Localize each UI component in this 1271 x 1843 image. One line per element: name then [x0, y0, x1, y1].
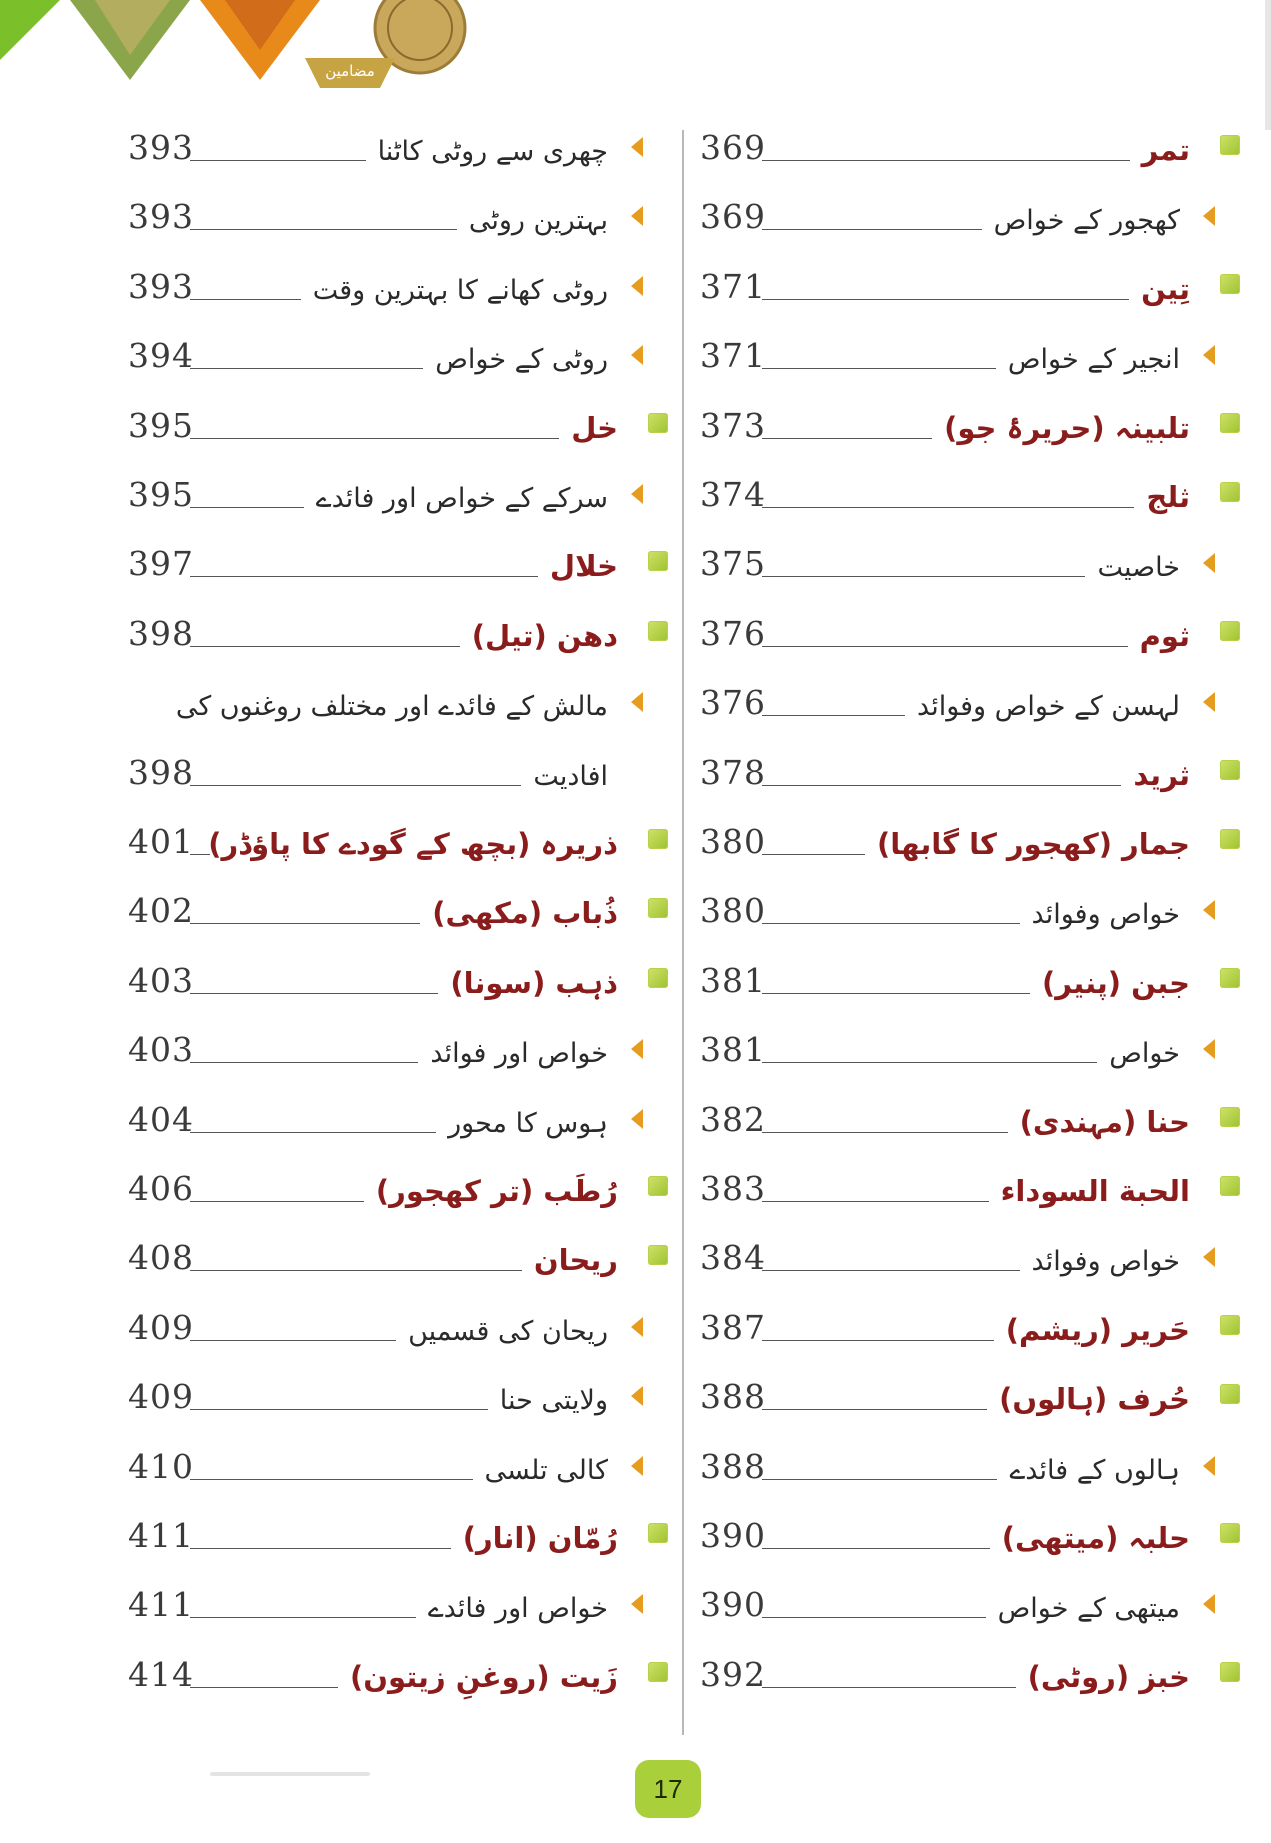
green-square-bullet-icon [1220, 968, 1240, 988]
orange-arrow-bullet-icon [1203, 692, 1215, 712]
orange-arrow-bullet-icon [631, 692, 643, 712]
toc-page-number: 408 [128, 1238, 194, 1278]
toc-page-number: 397 [128, 544, 194, 584]
toc-leader-line [190, 1132, 436, 1133]
toc-page-number: 395 [128, 405, 194, 445]
green-square-bullet-icon [1220, 1315, 1240, 1335]
toc-row[interactable] [690, 670, 1250, 730]
toc-entry-label: لہسن کے خواص وفوائد [917, 691, 1180, 723]
toc-leader-line [762, 1687, 1016, 1688]
toc-page-number: 393 [128, 266, 194, 306]
toc-entry-label: زَیت (روغنِ زیتون) [350, 1659, 618, 1694]
toc-entry-label: ولایتی حنا [499, 1385, 608, 1417]
toc-leader-line [762, 1617, 986, 1618]
toc-page-number: 388 [700, 1446, 766, 1486]
orange-arrow-bullet-icon [631, 1317, 643, 1337]
toc-leader-line [762, 993, 1030, 994]
toc-leader-line [190, 854, 210, 855]
toc-entry-label: مالش کے فائدے اور مختلف روغنوں کی [175, 691, 608, 723]
toc-page-number: 382 [700, 1099, 766, 1139]
toc-row[interactable] [690, 462, 1250, 522]
toc-page-number: 375 [700, 544, 766, 584]
toc-leader-line [190, 438, 559, 439]
green-square-bullet-icon [1220, 413, 1240, 433]
toc-leader-line [190, 1062, 418, 1063]
green-square-bullet-icon [1220, 482, 1240, 502]
green-square-bullet-icon [1220, 760, 1240, 780]
toc-row[interactable] [690, 1225, 1250, 1285]
toc-row[interactable] [690, 601, 1250, 661]
toc-leader-line [762, 1270, 1020, 1271]
toc-entry-label: خل [571, 410, 618, 445]
toc-row[interactable] [690, 1295, 1250, 1355]
toc-entry-label: ریحان کی قسمیں [408, 1315, 608, 1347]
toc-row[interactable] [118, 601, 678, 661]
column-divider [682, 130, 684, 1735]
toc-leader-line [190, 1409, 488, 1410]
toc-row[interactable] [690, 254, 1250, 314]
toc-row[interactable] [690, 948, 1250, 1008]
toc-leader-line [190, 993, 438, 994]
green-square-bullet-icon [648, 898, 668, 918]
toc-row[interactable] [118, 323, 678, 383]
toc-page-number: 409 [128, 1377, 194, 1417]
toc-page-number: 393 [128, 197, 194, 237]
toc-entry-label: تمر [1141, 133, 1190, 167]
green-square-bullet-icon [1220, 274, 1240, 294]
toc-leader-line [762, 646, 1128, 647]
orange-arrow-bullet-icon [631, 345, 643, 365]
orange-arrow-bullet-icon [1203, 1456, 1215, 1476]
toc-page-number: 373 [700, 405, 766, 445]
orange-arrow-bullet-icon [631, 1039, 643, 1059]
toc-row[interactable] [118, 670, 678, 730]
toc-entry-label: ذہب (سونا) [450, 965, 618, 1000]
toc-row[interactable] [690, 809, 1250, 869]
toc-page-number: 369 [700, 128, 766, 167]
toc-entry-label: خواص وفوائد [1031, 899, 1180, 931]
toc-entry-label: ثرید [1133, 757, 1190, 792]
toc-row[interactable] [690, 115, 1250, 175]
toc-leader-line [190, 368, 423, 369]
toc-entry-label: ریحان [533, 1243, 618, 1278]
toc-row[interactable] [690, 1642, 1250, 1702]
toc-page-number: 403 [128, 1030, 194, 1070]
toc-row[interactable] [690, 1087, 1250, 1147]
toc-row[interactable] [118, 878, 678, 938]
toc-leader-line [762, 229, 982, 230]
toc-leader-line [190, 576, 538, 577]
toc-page-number: 380 [700, 822, 766, 861]
toc-leader-line [762, 160, 1130, 161]
toc-page-number: 398 [128, 613, 194, 653]
green-square-bullet-icon [648, 1662, 668, 1682]
toc-page-number: 409 [128, 1307, 194, 1347]
toc-leader-line [190, 1270, 522, 1271]
toc-page-number: 401 [128, 822, 194, 861]
toc-entry-label: خاصیت [1097, 552, 1180, 584]
toc-leader-line [762, 854, 865, 855]
toc-leader-line [190, 229, 457, 230]
toc-leader-line [190, 785, 521, 786]
orange-arrow-bullet-icon [631, 1109, 643, 1129]
toc-page-number: 410 [128, 1446, 194, 1486]
toc-leader-line [762, 1409, 987, 1410]
toc-leader-line [762, 299, 1129, 300]
toc-entry-label: حُرف (ہالوں) [999, 1382, 1190, 1417]
toc-page-number: 392 [700, 1654, 766, 1694]
toc-leader-line [762, 1548, 990, 1549]
toc-entry-label: بہترین روٹی [468, 205, 608, 237]
toc-entry-label: ذُباب (مکھی) [432, 896, 618, 931]
toc-entry-label: ہالوں کے فائدے [1009, 1454, 1180, 1486]
toc-page-number: 411 [128, 1585, 194, 1625]
toc-row[interactable] [690, 740, 1250, 800]
toc-leader-line [190, 299, 301, 300]
green-square-bullet-icon [1220, 1107, 1240, 1127]
toc-page-number: 384 [700, 1238, 766, 1278]
toc-entry-label: میتھی کے خواص [997, 1593, 1180, 1625]
toc-page-number: 403 [128, 960, 194, 1000]
green-square-bullet-icon [1220, 621, 1240, 641]
toc-row[interactable] [118, 1087, 678, 1147]
toc-entry-label: دھن (تیل) [471, 618, 618, 653]
orange-arrow-bullet-icon [1203, 206, 1215, 226]
toc-leader-line [762, 576, 1085, 577]
toc-page-number: 394 [128, 336, 194, 376]
toc-row[interactable] [118, 1225, 678, 1285]
orange-arrow-bullet-icon [631, 1456, 643, 1476]
toc-entry-label: الحبة السوداء [1000, 1174, 1190, 1208]
toc-leader-line [190, 1340, 396, 1341]
toc-row[interactable] [690, 1503, 1250, 1563]
toc-entry-label: حنا (مہندی) [1019, 1104, 1190, 1139]
green-square-bullet-icon [648, 829, 668, 849]
toc-entry-label: حَریر (ریشم) [1005, 1312, 1190, 1347]
toc-row[interactable] [118, 462, 678, 522]
toc-entry-label: انجیر کے خواص [1007, 344, 1180, 376]
toc-leader-line [762, 1132, 1008, 1133]
toc-page-number: 398 [128, 752, 194, 792]
toc-row[interactable] [118, 1364, 678, 1424]
page-number-badge: 17 [635, 1760, 701, 1818]
green-square-bullet-icon [648, 551, 668, 571]
toc-entry-label: روٹی کھانے کا بہترین وقت [312, 274, 608, 306]
toc-row[interactable] [118, 809, 678, 869]
toc-row[interactable] [690, 1364, 1250, 1424]
toc-leader-line [762, 368, 996, 369]
toc-entry-label: خواص اور فوائد [430, 1038, 608, 1070]
toc-row[interactable] [118, 1503, 678, 1563]
orange-arrow-bullet-icon [1203, 345, 1215, 365]
orange-arrow-bullet-icon [631, 137, 643, 157]
toc-page-number: 383 [700, 1169, 766, 1208]
toc-row[interactable] [690, 1434, 1250, 1494]
toc-page-number: 378 [700, 752, 766, 792]
toc-entry-label: ثلج [1146, 480, 1190, 514]
toc-page-number: 371 [700, 266, 766, 306]
toc-page-number: 406 [128, 1169, 194, 1208]
toc-page-number: 376 [700, 613, 766, 653]
section-label: مضامین [325, 62, 375, 80]
toc-page-number: 387 [700, 1307, 766, 1347]
toc-page-number: 411 [128, 1516, 194, 1555]
toc-entry-label: رُطَب (تر کھجور) [375, 1174, 618, 1208]
toc-leader-line [190, 1548, 451, 1549]
toc-entry-label: افادیت [533, 760, 608, 792]
green-square-bullet-icon [648, 968, 668, 988]
toc-row[interactable] [118, 1156, 678, 1216]
green-square-bullet-icon [1220, 1384, 1240, 1404]
toc-entry-label: جمار (کھجور کا گابھا) [877, 827, 1190, 861]
toc-entry-label: خواص [1109, 1038, 1180, 1070]
toc-row[interactable] [690, 531, 1250, 591]
toc-entry-label: خواص اور فائدے [427, 1593, 608, 1625]
orange-arrow-bullet-icon [631, 1386, 643, 1406]
toc-entry-label: ثوم [1139, 618, 1190, 653]
toc-row[interactable] [118, 184, 678, 244]
toc-leader-line [762, 1479, 997, 1480]
toc-entry-label: رُمّان (انار) [462, 1521, 618, 1555]
toc-leader-line [762, 785, 1121, 786]
toc-page-number: 369 [700, 197, 766, 237]
green-square-bullet-icon [648, 413, 668, 433]
toc-leader-line [190, 507, 304, 508]
toc-entry-label: ہوس کا محور [448, 1107, 608, 1139]
toc-entry-label: ذریرہ (بچھ کے گودے کا پاؤڈر) [208, 827, 618, 861]
toc-entry-label: حلبہ (میتھی) [1001, 1521, 1190, 1555]
toc-leader-line [190, 1687, 338, 1688]
toc-page-number: 374 [700, 475, 766, 514]
toc-leader-line [762, 507, 1134, 508]
toc-leader-line [762, 923, 1020, 924]
green-square-bullet-icon [1220, 829, 1240, 849]
page-edge-shadow [1265, 0, 1271, 130]
toc-leader-line [190, 1617, 416, 1618]
toc-entry-label: جبن (پنیر) [1041, 965, 1190, 1000]
toc-leader-line [190, 160, 366, 161]
green-corner-shape [0, 0, 60, 60]
toc-leader-line [762, 1062, 1097, 1063]
toc-entry-label: کھجور کے خواص [993, 205, 1180, 237]
toc-row[interactable] [118, 1642, 678, 1702]
toc-entry-label: کالی تلسی [484, 1454, 608, 1486]
orange-arrow-bullet-icon [1203, 1594, 1215, 1614]
green-square-bullet-icon [1220, 135, 1240, 155]
toc-row[interactable] [690, 184, 1250, 244]
toc-page-number: 390 [700, 1516, 766, 1555]
toc-page-number: 402 [128, 891, 194, 931]
toc-entry-label: خبز (روٹی) [1027, 1659, 1190, 1694]
toc-page-number: 380 [700, 891, 766, 931]
toc-page-number: 404 [128, 1099, 194, 1139]
toc-page-number: 393 [128, 128, 194, 167]
toc-entry-label: چھری سے روٹی کاٹنا [377, 136, 608, 167]
paper-smudge [210, 1772, 370, 1776]
toc-row[interactable] [118, 948, 678, 1008]
toc-row[interactable] [690, 878, 1250, 938]
toc-entry-label: خلال [549, 549, 618, 584]
green-square-bullet-icon [1220, 1662, 1240, 1682]
orange-arrow-bullet-icon [631, 1594, 643, 1614]
toc-leader-line [762, 715, 905, 716]
toc-entry-label: سرکے کے خواص اور فائدے [315, 483, 608, 514]
toc-row[interactable] [118, 115, 678, 175]
orange-arrow-bullet-icon [1203, 1039, 1215, 1059]
toc-row[interactable] [690, 323, 1250, 383]
toc-page-number: 390 [700, 1585, 766, 1625]
toc-row[interactable] [690, 393, 1250, 453]
green-square-bullet-icon [648, 1523, 668, 1543]
toc-leader-line [762, 1201, 989, 1202]
toc-entry-label: تِین [1141, 271, 1190, 306]
toc-row[interactable] [690, 1017, 1250, 1077]
toc-left-column [118, 0, 678, 1843]
orange-arrow-bullet-icon [1203, 553, 1215, 573]
toc-leader-line [190, 646, 460, 647]
toc-leader-line [190, 1201, 364, 1202]
toc-right-column [690, 0, 1250, 1843]
orange-arrow-bullet-icon [631, 206, 643, 226]
toc-page-number: 388 [700, 1377, 766, 1417]
green-square-bullet-icon [648, 1245, 668, 1265]
toc-page-number: 371 [700, 336, 766, 376]
green-square-bullet-icon [1220, 1176, 1240, 1196]
toc-page-number: 381 [700, 1030, 766, 1070]
toc-leader-line [190, 923, 420, 924]
toc-page-number: 376 [700, 683, 766, 723]
toc-row[interactable] [690, 1156, 1250, 1216]
toc-row[interactable] [118, 393, 678, 453]
toc-row[interactable] [690, 1572, 1250, 1632]
toc-leader-line [190, 1479, 473, 1480]
toc-row[interactable] [118, 1295, 678, 1355]
green-square-bullet-icon [1220, 1523, 1240, 1543]
toc-entry-label: تلبینہ (حریرۂ جو) [944, 410, 1190, 445]
toc-leader-line [762, 438, 932, 439]
toc-row[interactable] [118, 1572, 678, 1632]
toc-page-number: 395 [128, 475, 194, 514]
toc-row[interactable] [118, 254, 678, 314]
toc-page-number: 414 [128, 1654, 194, 1694]
toc-row[interactable] [118, 1434, 678, 1494]
toc-row[interactable] [118, 740, 678, 800]
green-square-bullet-icon [648, 621, 668, 641]
toc-row[interactable] [118, 531, 678, 591]
toc-leader-line [762, 1340, 994, 1341]
toc-page-number: 381 [700, 960, 766, 1000]
toc-entry-label: خواص وفوائد [1031, 1246, 1180, 1278]
orange-arrow-bullet-icon [1203, 1247, 1215, 1267]
toc-row[interactable] [118, 1017, 678, 1077]
orange-arrow-bullet-icon [1203, 900, 1215, 920]
orange-arrow-bullet-icon [631, 484, 643, 504]
orange-arrow-bullet-icon [631, 276, 643, 296]
green-square-bullet-icon [648, 1176, 668, 1196]
toc-entry-label: روٹی کے خواص [435, 344, 608, 376]
